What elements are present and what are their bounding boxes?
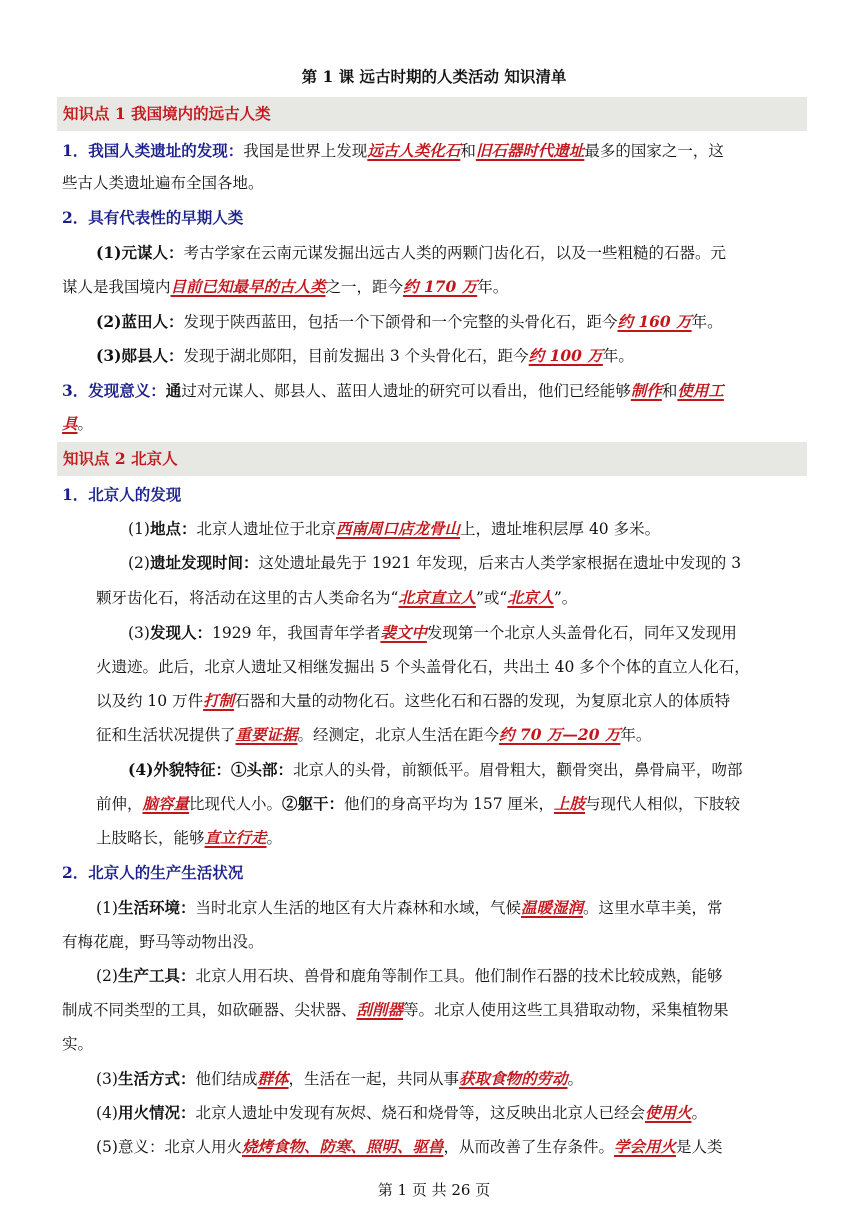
text: 北京人的头骨，前额低平。眉骨粗大，颧骨突出，鼻骨扁平，吻部 — [292, 761, 743, 779]
paragraph-finder — [128, 622, 868, 644]
text: 谋人是我国境内 — [62, 278, 171, 296]
text: (3) — [96, 1070, 118, 1088]
text: 。 — [691, 1104, 708, 1122]
key-term: 获取食物的劳动 — [459, 1069, 568, 1088]
key-term: 烧烤食物、防寒、照明、驱兽 — [241, 1137, 444, 1156]
sub-label: (3)郧县人： — [96, 346, 184, 365]
paragraph-significance — [62, 380, 810, 402]
key-term: 学会用火 — [614, 1137, 677, 1156]
paragraph-lantian — [96, 311, 844, 333]
paragraph-fire — [96, 1102, 844, 1124]
key-term: 使用火 — [645, 1103, 692, 1122]
paragraph-appearance — [128, 759, 868, 781]
sub-label: 遗址发现时间： — [149, 553, 259, 572]
text: (2) — [96, 967, 118, 985]
text: 北京人用石块、兽骨和鹿角等制作工具。他们制作石器的技术比较成熟，能够 — [195, 967, 723, 985]
text: 北京人遗址位于北京 — [196, 520, 336, 538]
paragraph-time — [128, 552, 868, 574]
sub-label: ②躯干： — [282, 794, 345, 813]
sub-label: 地点： — [149, 519, 197, 538]
section-heading-kp1: 知识点 1 我国境内的远古人类 — [57, 97, 807, 131]
text: 意义：北京人用火 — [117, 1138, 242, 1156]
text: (2) — [128, 554, 150, 572]
text: 之一，距今 — [325, 278, 404, 296]
sub-label: 生产工具： — [117, 966, 196, 985]
text: 他们的身高平均为 157 厘米， — [344, 795, 555, 813]
sub-label: 生活环境： — [117, 898, 196, 917]
key-term: 约 70 万—20 万 — [499, 725, 621, 744]
text: 通 — [165, 381, 182, 400]
key-term: 使用工 — [677, 381, 724, 400]
paragraph-time-cont — [96, 587, 844, 609]
sub-label: 用火情况： — [117, 1103, 196, 1122]
text: ”。 — [553, 589, 578, 607]
text: 。这里水草丰美，常 — [583, 899, 723, 917]
text: (5) — [96, 1138, 118, 1156]
text: (1) — [96, 899, 118, 917]
paragraph-appearance-cont — [96, 827, 844, 849]
key-term: 脑容量 — [142, 794, 190, 813]
key-term: 约 170 万 — [403, 277, 478, 296]
sub-label: 生活方式： — [117, 1069, 196, 1088]
paragraph-discovery-cont: 些古人类遗址遍布全国各地。 — [62, 174, 264, 192]
text: 制成不同类型的工具，如砍砸器、尖状器、 — [62, 1001, 357, 1019]
paragraph-finder-cont — [96, 690, 844, 712]
paragraph-tools — [96, 965, 844, 987]
text: (3) — [128, 624, 150, 642]
paragraph-yunxian — [96, 345, 844, 367]
text: 发现于湖北郧阳，目前发掘出 3 个头骨化石，距今 — [183, 347, 529, 365]
key-term: 重要证据 — [235, 725, 298, 744]
key-term: 远古人类化石 — [367, 141, 461, 160]
item-label-production-life: 2．北京人的生产生活状况 — [62, 863, 244, 882]
paragraph-place — [128, 518, 868, 540]
text: 和 — [460, 142, 476, 160]
paragraph-environment-cont: 有梅花鹿，野马等动物出没。 — [62, 933, 264, 951]
text: 发现第一个北京人头盖骨化石，同年又发现用 — [426, 624, 737, 642]
sub-label: 发现人： — [149, 623, 212, 642]
text: 1929 年，我国青年学者 — [211, 624, 381, 642]
key-term: 裴文中 — [380, 623, 427, 642]
paragraph-finder-cont — [96, 724, 844, 746]
text: 和 — [661, 382, 678, 400]
key-term: 制作 — [630, 381, 662, 400]
paragraph-significance-cont — [62, 413, 810, 435]
paragraph-finder-cont: 火遗迹。此后，北京人遗址又相继发掘出 5 个头盖骨化石，共出土 40 多个个体的直立人化石， — [96, 658, 750, 676]
key-term: 直立行走 — [204, 828, 267, 847]
paragraph-environment — [96, 897, 844, 919]
key-term: 约 100 万 — [528, 346, 603, 365]
text: 与现代人相似，下肢较 — [585, 795, 741, 813]
sub-label: ①头部： — [230, 760, 293, 779]
text: 发现于陕西蓝田，包括一个下颌骨和一个完整的头骨化石，距今 — [183, 313, 618, 331]
key-term: 旧石器时代遗址 — [475, 141, 585, 160]
paragraph-meaning — [96, 1136, 844, 1158]
text: (1) — [128, 520, 150, 538]
text: 北京人遗址中发现有灰烬、烧石和烧骨等，这反映出北京人已经会 — [195, 1104, 645, 1122]
item-label: 1．我国人类遗址的发现： — [62, 141, 244, 160]
text: 年。 — [477, 278, 509, 296]
text: 等。北京人使用这些工具猎取动物，采集植物果 — [403, 1001, 729, 1019]
paragraph-tools-cont: 实。 — [62, 1035, 94, 1053]
text: 前伸， — [96, 795, 143, 813]
key-term: 约 160 万 — [617, 312, 692, 331]
text: 我国是世界上发现 — [243, 142, 368, 160]
text: 当时北京人生活的地区有大片森林和水域，气候 — [195, 899, 521, 917]
paragraph-discovery — [62, 140, 810, 162]
text: ，从而改善了生存条件。 — [443, 1138, 615, 1156]
paragraph-yuanmou-cont — [62, 276, 810, 298]
key-term: 温暖湿润 — [521, 898, 584, 917]
key-term: 刮削器 — [356, 1000, 404, 1019]
key-term: 西南周口店龙骨山 — [336, 519, 461, 538]
text: 比现代人小。 — [189, 795, 283, 813]
page-footer: 第 1 页 共 26 页 — [377, 1181, 491, 1199]
text: 他们结成 — [195, 1070, 258, 1088]
sub-label: (1)元谋人： — [96, 243, 184, 262]
text: 年。 — [691, 313, 723, 331]
sub-label: (4)外貌特征： — [128, 760, 231, 779]
item-label-peking-discovery: 1．北京人的发现 — [62, 485, 182, 504]
text: 。 — [77, 415, 94, 433]
key-term: 上肢 — [554, 794, 586, 813]
text: 。 — [567, 1070, 584, 1088]
item-label: 3．发现意义： — [62, 381, 166, 400]
text: 。 — [266, 829, 283, 847]
text: 上肢略长，能够 — [96, 829, 205, 847]
text: 石器和大量的动物化石。这些化石和石器的发现，为复原北京人的体质特 — [234, 692, 731, 710]
key-term: 具 — [62, 414, 78, 433]
text: 最多的国家之一，这 — [584, 142, 724, 160]
section-heading-kp2: 知识点 2 北京人 — [57, 442, 807, 476]
paragraph-yuanmou — [96, 242, 844, 264]
text: 颗牙齿化石，将活动在这里的古人类命名为“ — [96, 589, 399, 607]
text: 征和生活状况提供了 — [96, 726, 236, 744]
key-term: 北京直立人 — [398, 588, 476, 607]
text: ”或“ — [475, 589, 508, 607]
text: 。经测定，北京人生活在距今 — [297, 726, 500, 744]
page-title: 第 1 课 远古时期的人类活动 知识清单 — [301, 67, 567, 86]
text: 年。 — [620, 726, 652, 744]
key-term: 北京人 — [507, 588, 554, 607]
text: ，生活在一起，共同从事 — [288, 1070, 460, 1088]
text: (4) — [96, 1104, 118, 1122]
sub-label: (2)蓝田人： — [96, 312, 184, 331]
key-term: 群体 — [257, 1069, 289, 1088]
item-label-representatives: 2．具有代表性的早期人类 — [62, 208, 244, 227]
text: 以及约 10 万件 — [96, 692, 204, 710]
paragraph-lifestyle — [96, 1068, 844, 1090]
text: 是人类 — [676, 1138, 723, 1156]
paragraph-tools-cont — [62, 999, 810, 1021]
text: 年。 — [602, 347, 634, 365]
text: 过对元谋人、郧县人、蓝田人遗址的研究可以看出，他们已经能够 — [181, 382, 631, 400]
key-term: 目前已知最早的古人类 — [170, 277, 326, 296]
text: 这处遗址最先于 1921 年发现，后来古人类学家根据在遗址中发现的 3 — [258, 554, 742, 572]
key-term: 打制 — [203, 691, 235, 710]
text: 上，遗址堆积层厚 40 多米。 — [460, 520, 661, 538]
text: 考古学家在云南元谋发掘出远古人类的两颗门齿化石，以及一些粗糙的石器。元 — [183, 244, 726, 262]
paragraph-appearance-cont — [96, 793, 844, 815]
